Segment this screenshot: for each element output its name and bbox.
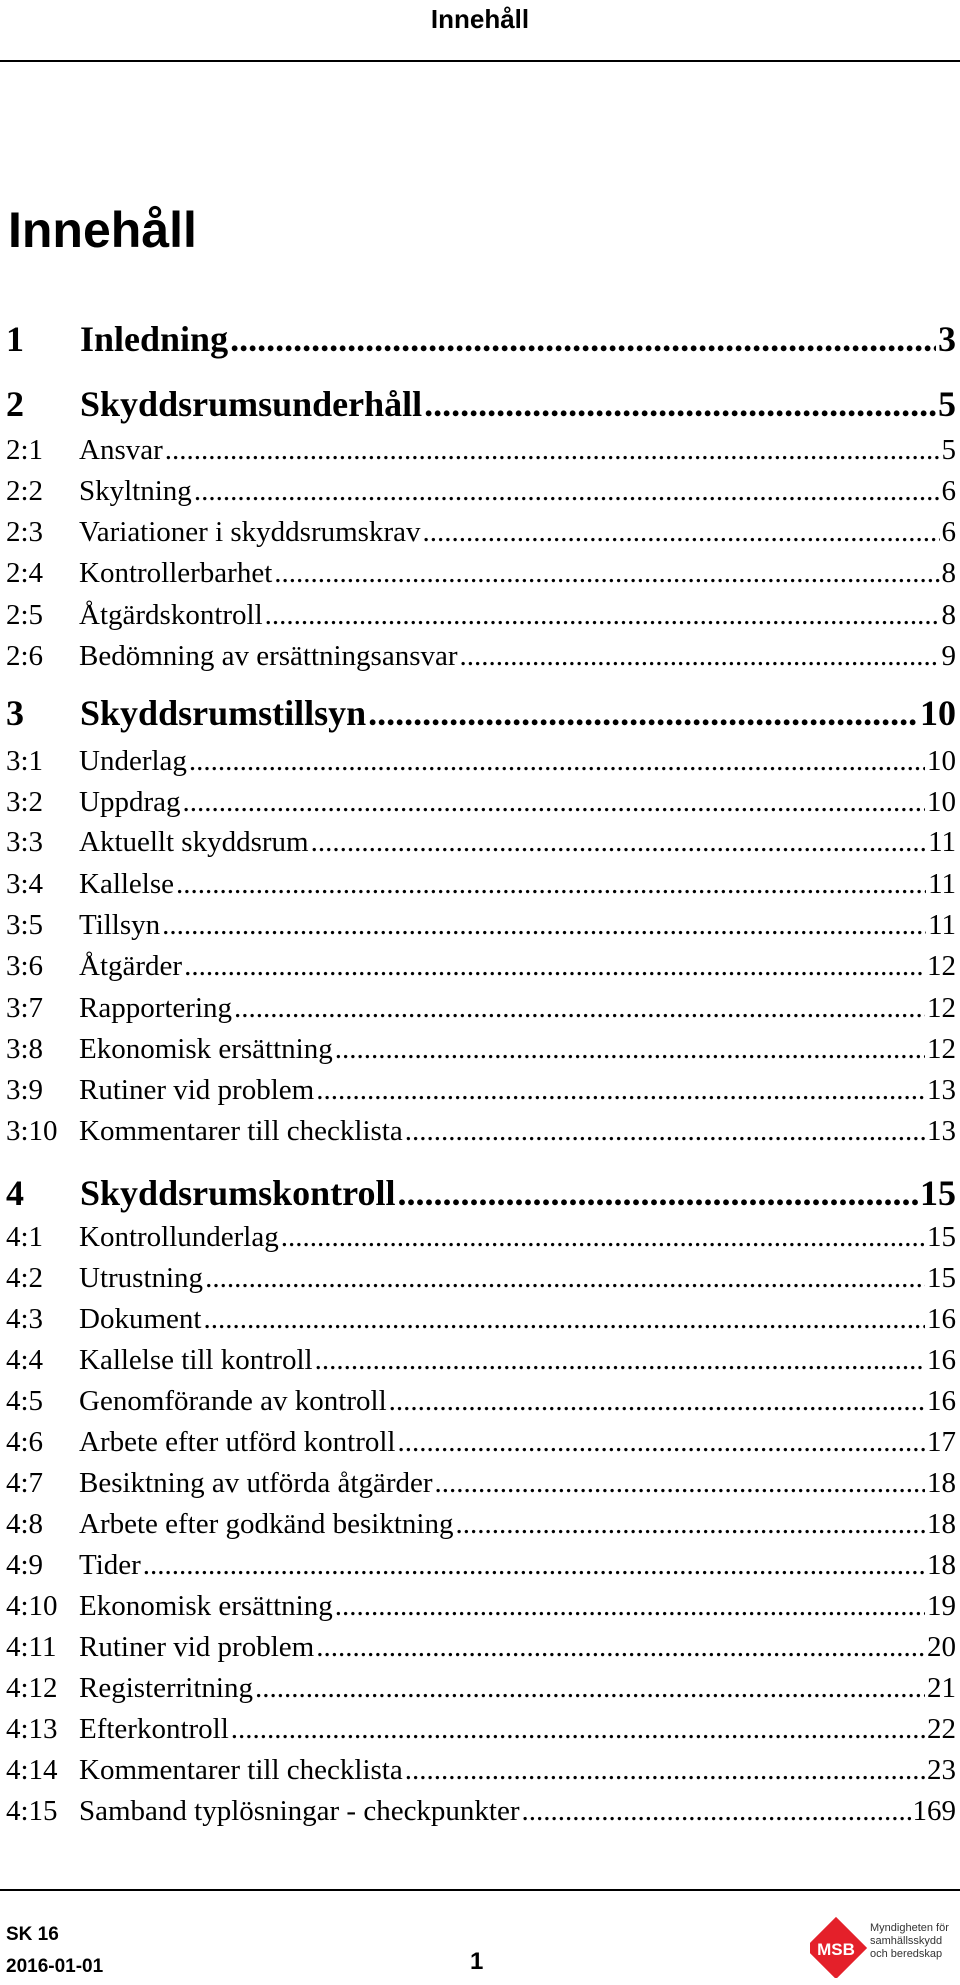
toc-entry-page: 12 bbox=[927, 1033, 956, 1065]
toc-entry-page: 6 bbox=[941, 516, 956, 548]
toc-entry-number: 3:10 bbox=[6, 1115, 58, 1147]
toc-dot-leader bbox=[205, 1262, 925, 1295]
toc-entry-page: 18 bbox=[927, 1508, 956, 1540]
toc-entry-number: 4:3 bbox=[6, 1303, 44, 1335]
toc-entry-number: 4:7 bbox=[6, 1467, 44, 1499]
toc-entry-page: 12 bbox=[927, 950, 956, 982]
toc-entry-number: 2:3 bbox=[6, 516, 44, 548]
toc-entry-number: 3:2 bbox=[6, 786, 44, 818]
toc-section-entry[interactable] bbox=[6, 1221, 956, 1254]
toc-entry-title: Skyltning bbox=[79, 475, 192, 507]
page-title: Innehåll bbox=[8, 202, 197, 258]
toc-dot-leader bbox=[230, 318, 936, 360]
toc-entry-number: 1 bbox=[6, 319, 24, 359]
toc-entry-title: Skyddsrumskontroll bbox=[80, 1173, 396, 1213]
toc-entry-page: 11 bbox=[928, 909, 956, 941]
toc-dot-leader bbox=[315, 1344, 925, 1377]
toc-entry-title: Genomförande av kontroll bbox=[79, 1385, 387, 1417]
toc-dot-leader bbox=[335, 1033, 925, 1066]
toc-entry-page: 5 bbox=[938, 384, 956, 424]
toc-section-entry[interactable] bbox=[6, 950, 956, 983]
toc-entry-title: Samband typlösningar - checkpunkter bbox=[79, 1795, 520, 1827]
toc-entry-title: Rutiner vid problem bbox=[79, 1631, 315, 1663]
toc-entry-number: 4:6 bbox=[6, 1426, 44, 1458]
toc-section-entry[interactable] bbox=[6, 1549, 956, 1582]
toc-entry-title: Arbete efter utförd kontroll bbox=[79, 1426, 396, 1458]
toc-entry-title: Åtgärdskontroll bbox=[79, 599, 263, 631]
footer-divider bbox=[0, 1889, 960, 1891]
toc-dot-leader bbox=[143, 1549, 925, 1582]
toc-section-entry[interactable] bbox=[6, 557, 956, 590]
toc-dot-leader bbox=[389, 1385, 925, 1418]
toc-entry-number: 2:2 bbox=[6, 475, 44, 507]
toc-entry-page: 8 bbox=[941, 599, 956, 631]
toc-section-entry[interactable] bbox=[6, 1795, 956, 1828]
toc-dot-leader bbox=[184, 950, 925, 983]
toc-dot-leader bbox=[460, 640, 940, 673]
toc-dot-leader bbox=[405, 1115, 925, 1148]
toc-section-entry[interactable] bbox=[6, 1426, 956, 1459]
toc-dot-leader bbox=[265, 599, 940, 632]
running-header bbox=[0, 0, 960, 62]
toc-section-entry[interactable] bbox=[6, 599, 956, 632]
toc-entry-title: Underlag bbox=[79, 745, 187, 777]
toc-section-entry[interactable] bbox=[6, 640, 956, 673]
toc-section-entry[interactable] bbox=[6, 1631, 956, 1664]
toc-entry-number: 4:5 bbox=[6, 1385, 44, 1417]
toc-dot-leader bbox=[234, 992, 925, 1025]
toc-entry-page: 12 bbox=[927, 992, 956, 1024]
toc-entry-title: Kallelse bbox=[79, 868, 175, 900]
toc-entry-page: 18 bbox=[927, 1549, 956, 1581]
toc-entry-title: Kontrollerbarhet bbox=[79, 557, 273, 589]
toc-entry-title: Besiktning av utförda åtgärder bbox=[79, 1467, 433, 1499]
toc-chapter-entry[interactable] bbox=[6, 383, 956, 425]
toc-section-entry[interactable] bbox=[6, 1754, 956, 1787]
toc-section-entry[interactable] bbox=[6, 1115, 956, 1148]
toc-entry-page: 13 bbox=[927, 1115, 956, 1147]
toc-entry-page: 10 bbox=[920, 693, 956, 733]
toc-chapter-entry[interactable] bbox=[6, 1172, 956, 1214]
toc-entry-title: Ansvar bbox=[79, 434, 163, 466]
toc-entry-number: 4:4 bbox=[6, 1344, 44, 1376]
toc-entry-title: Kontrollunderlag bbox=[79, 1221, 279, 1253]
toc-section-entry[interactable] bbox=[6, 475, 956, 508]
toc-entry-number: 4:8 bbox=[6, 1508, 44, 1540]
toc-dot-leader bbox=[397, 1426, 925, 1459]
toc-entry-page: 15 bbox=[927, 1221, 956, 1253]
toc-section-entry[interactable] bbox=[6, 826, 956, 859]
toc-entry-title: Rutiner vid problem bbox=[79, 1074, 315, 1106]
toc-section-entry[interactable] bbox=[6, 434, 956, 467]
toc-dot-leader bbox=[423, 516, 940, 549]
toc-entry-number: 4:15 bbox=[6, 1795, 58, 1827]
toc-entry-title: Bedömning av ersättningsansvar bbox=[79, 640, 458, 672]
toc-dot-leader bbox=[522, 1795, 911, 1828]
toc-entry-page: 16 bbox=[927, 1344, 956, 1376]
toc-entry-title: Rapportering bbox=[79, 992, 233, 1024]
toc-dot-leader bbox=[435, 1467, 925, 1500]
toc-dot-leader bbox=[424, 383, 936, 425]
toc-entry-page: 22 bbox=[927, 1713, 956, 1745]
toc-entry-number: 2 bbox=[6, 384, 24, 424]
toc-entry-number: 3:7 bbox=[6, 992, 44, 1024]
toc-entry-number: 4:2 bbox=[6, 1262, 44, 1294]
toc-entry-page: 3 bbox=[938, 319, 956, 359]
toc-entry-page: 19 bbox=[927, 1590, 956, 1622]
toc-entry-number: 3:3 bbox=[6, 826, 44, 858]
toc-entry-title: Kommentarer till checklista bbox=[79, 1754, 403, 1786]
toc-section-entry[interactable] bbox=[6, 909, 956, 942]
toc-entry-page: 16 bbox=[927, 1385, 956, 1417]
toc-dot-leader bbox=[203, 1303, 925, 1336]
toc-dot-leader bbox=[274, 557, 939, 590]
toc-entry-title: Ekonomisk ersättning bbox=[79, 1590, 333, 1622]
toc-dot-leader bbox=[368, 692, 918, 734]
toc-dot-leader bbox=[189, 745, 925, 778]
toc-entry-number: 3:5 bbox=[6, 909, 44, 941]
toc-entry-number: 4:1 bbox=[6, 1221, 44, 1253]
toc-entry-number: 4:13 bbox=[6, 1713, 58, 1745]
toc-section-entry[interactable] bbox=[6, 1713, 956, 1746]
toc-entry-page: 20 bbox=[927, 1631, 956, 1663]
toc-entry-number: 3:9 bbox=[6, 1074, 44, 1106]
toc-entry-number: 4:12 bbox=[6, 1672, 58, 1704]
toc-dot-leader bbox=[316, 1074, 925, 1107]
toc-entry-page: 9 bbox=[941, 640, 956, 672]
toc-entry-page: 10 bbox=[927, 786, 956, 818]
toc-entry-page: 17 bbox=[927, 1426, 956, 1458]
toc-entry-page: 5 bbox=[941, 434, 956, 466]
toc-section-entry[interactable] bbox=[6, 516, 956, 549]
toc-entry-title: Utrustning bbox=[79, 1262, 204, 1294]
toc-entry-title: Tider bbox=[79, 1549, 141, 1581]
toc-entry-number: 2:5 bbox=[6, 599, 44, 631]
toc-entry-title: Uppdrag bbox=[79, 786, 181, 818]
toc-dot-leader bbox=[316, 1631, 925, 1664]
toc-dot-leader bbox=[335, 1590, 925, 1623]
toc-entry-title: Aktuellt skyddsrum bbox=[79, 826, 309, 858]
running-header-title: Innehåll bbox=[430, 4, 530, 34]
toc-entry-title: Skyddsrumsunderhåll bbox=[80, 384, 423, 424]
toc-entry-page: 21 bbox=[927, 1672, 956, 1704]
msb-logo-caption: Myndigheten för samhällsskydd och beredskap bbox=[870, 1922, 949, 1960]
toc-entry-title: Efterkontroll bbox=[79, 1713, 229, 1745]
toc-dot-leader bbox=[162, 909, 926, 942]
toc-entry-title: Ekonomisk ersättning bbox=[79, 1033, 333, 1065]
toc-section-entry[interactable] bbox=[6, 1590, 956, 1623]
toc-entry-title: Skyddsrumstillsyn bbox=[80, 693, 367, 733]
toc-section-entry[interactable] bbox=[6, 1344, 956, 1377]
toc-entry-page: 10 bbox=[927, 745, 956, 777]
toc-entry-title: Variationer i skyddsrumskrav bbox=[79, 516, 421, 548]
toc-chapter-entry[interactable] bbox=[6, 692, 956, 734]
msb-logo-text: MSB bbox=[817, 1940, 855, 1959]
toc-dot-leader bbox=[455, 1508, 925, 1541]
toc-entry-number: 4:11 bbox=[6, 1631, 57, 1663]
toc-entry-number: 3:8 bbox=[6, 1033, 44, 1065]
document-date: 2016-01-01 bbox=[6, 1956, 104, 1977]
toc-section-entry[interactable] bbox=[6, 1303, 956, 1336]
toc-dot-leader bbox=[405, 1754, 925, 1787]
toc-dot-leader bbox=[182, 786, 925, 819]
toc-entry-title: Kommentarer till checklista bbox=[79, 1115, 403, 1147]
toc-section-entry[interactable] bbox=[6, 1074, 956, 1107]
toc-chapter-entry[interactable] bbox=[6, 318, 956, 360]
toc-entry-page: 13 bbox=[927, 1074, 956, 1106]
toc-dot-leader bbox=[397, 1172, 918, 1214]
toc-entry-title: Arbete efter godkänd besiktning bbox=[79, 1508, 454, 1540]
page-number: 1 bbox=[470, 1948, 484, 1975]
toc-entry-page: 15 bbox=[920, 1173, 956, 1213]
toc-section-entry[interactable] bbox=[6, 992, 956, 1025]
toc-entry-number: 3:4 bbox=[6, 868, 44, 900]
toc-entry-page: 16 bbox=[927, 1303, 956, 1335]
toc-entry-page: 23 bbox=[927, 1754, 956, 1786]
toc-section-entry[interactable] bbox=[6, 745, 956, 778]
toc-entry-number: 2:6 bbox=[6, 640, 44, 672]
toc-section-entry[interactable] bbox=[6, 868, 956, 901]
toc-entry-title: Registerritning bbox=[79, 1672, 253, 1704]
toc-entry-number: 3 bbox=[6, 693, 24, 733]
toc-entry-title: Dokument bbox=[79, 1303, 202, 1335]
toc-entry-title: Åtgärder bbox=[79, 950, 183, 982]
toc-section-entry[interactable] bbox=[6, 1508, 956, 1541]
toc-section-entry[interactable] bbox=[6, 1033, 956, 1066]
toc-entry-number: 4 bbox=[6, 1173, 24, 1213]
toc-dot-leader bbox=[255, 1672, 925, 1705]
toc-entry-page: 169 bbox=[912, 1795, 956, 1827]
toc-entry-number: 2:1 bbox=[6, 434, 44, 466]
toc-section-entry[interactable] bbox=[6, 1467, 956, 1500]
toc-entry-title: Inledning bbox=[80, 319, 229, 359]
toc-dot-leader bbox=[194, 475, 940, 508]
toc-section-entry[interactable] bbox=[6, 786, 956, 819]
toc-entry-page: 18 bbox=[927, 1467, 956, 1499]
toc-entry-page: 6 bbox=[941, 475, 956, 507]
toc-dot-leader bbox=[165, 434, 940, 467]
toc-entry-title: Kallelse till kontroll bbox=[79, 1344, 313, 1376]
toc-dot-leader bbox=[281, 1221, 925, 1254]
toc-entry-page: 8 bbox=[941, 557, 956, 589]
toc-section-entry[interactable] bbox=[6, 1385, 956, 1418]
toc-section-entry[interactable] bbox=[6, 1672, 956, 1705]
toc-dot-leader bbox=[311, 826, 926, 859]
toc-entry-page: 11 bbox=[928, 868, 956, 900]
toc-section-entry[interactable] bbox=[6, 1262, 956, 1295]
toc-entry-number: 3:1 bbox=[6, 745, 44, 777]
document-code: SK 16 bbox=[6, 1924, 59, 1945]
toc-entry-number: 2:4 bbox=[6, 557, 44, 589]
toc-entry-number: 4:14 bbox=[6, 1754, 58, 1786]
toc-entry-number: 3:6 bbox=[6, 950, 44, 982]
toc-entry-page: 11 bbox=[928, 826, 956, 858]
toc-entry-title: Tillsyn bbox=[79, 909, 161, 941]
toc-entry-page: 15 bbox=[927, 1262, 956, 1294]
toc-dot-leader bbox=[231, 1713, 925, 1746]
toc-entry-number: 4:10 bbox=[6, 1590, 58, 1622]
toc-dot-leader bbox=[176, 868, 926, 901]
toc-entry-number: 4:9 bbox=[6, 1549, 44, 1581]
